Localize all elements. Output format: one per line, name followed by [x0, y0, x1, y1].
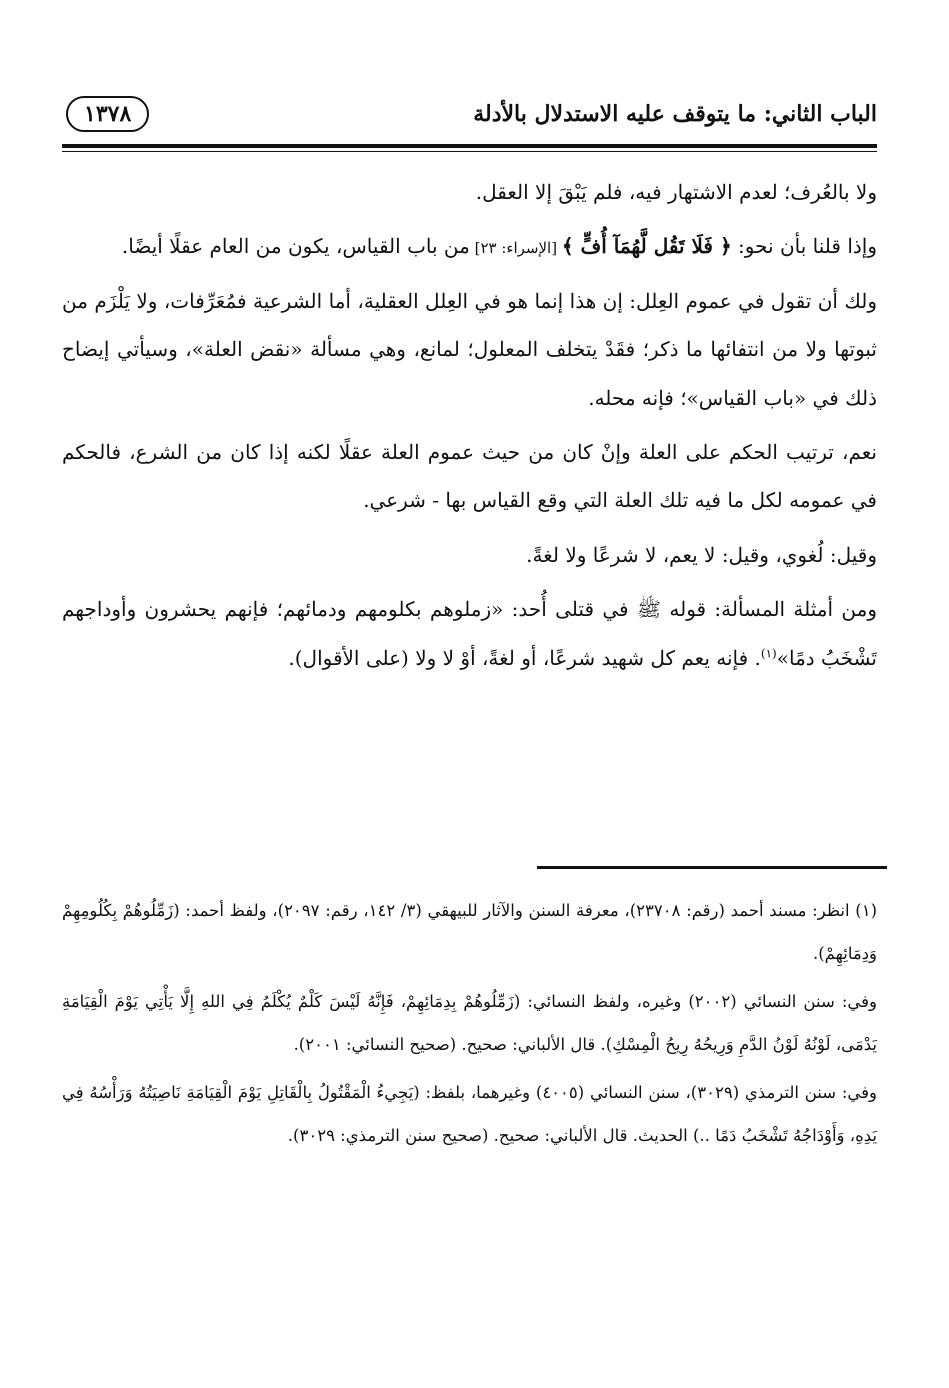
paragraph-2-rest: من باب القياس، يكون من العام عقلًا أيضًا.	[121, 234, 470, 259]
paragraph-6-rest: . فإنه يعم كل شهيد شرعًا، أو لغةً، أوْ لا ولا (على الأقوال).	[288, 645, 761, 670]
footnote-marker: (١)	[760, 645, 777, 660]
header-rule-thin	[62, 151, 877, 152]
paragraph-2-lead: وإذا قلنا بأن نحو:	[731, 234, 877, 259]
running-title: الباب الثاني: ما يتوقف عليه الاستدلال بالأدلة	[473, 101, 877, 127]
page-header	[62, 88, 877, 140]
footnote-separator	[537, 866, 887, 869]
paragraph-4: نعم، ترتيب الحكم على العلة وإنْ كان من حيث عموم العلة عقلًا لكنه إذا كان من الشرع، فالحكم في عمومه لكل ما فيه تلك العلة التي وقع القياس بها - شرعي.	[62, 439, 877, 513]
paragraph-1: ولا بالعُرف؛ لعدم الاشتهار فيه، فلم يَبْقَ إلا العقل.	[475, 180, 877, 204]
paragraph-6-lead: ومن أمثلة المسألة: قوله ﷺ في قتلى أُحد: «زملوهم بكلومهم ودمائهم؛ فإنهم يحشرون وأوداجهم تَشْخَبُ دمًا»	[62, 597, 877, 670]
footnote-1-part-3: وفي: سنن الترمذي (٣٠٢٩)، سنن النسائي (٤٠٠٥) وغيرهما، بلفظ: (يَجِيءُ الْمَقْتُولُ بِالْقَاتِلِ يَوْمَ الْقِيَامَةِ نَاصِيَتُهُ وَرَأْسُهُ فِي يَدِهِ، وَأَوْدَاجُهُ تَشْخَبُ دَمًا ..) الحديث. قال الألباني: صحيح. (صحيح سنن الترمذي: ٣٠٢٩).	[62, 1083, 878, 1145]
page	[62, 88, 877, 688]
footnote-1: (١) انظر: مسند أحمد (رقم: ٢٣٧٠٨)، معرفة السنن والآثار للبيهقي (٣/ ١٤٢، رقم: ٢٠٩٧)، ولفظ أحمد: (زَمِّلُوهُمْ بِكُلُومِهِمْ وَدِمَائِهِمْ).	[62, 901, 877, 963]
footnote-1-part-2: وفي: سنن النسائي (٢٠٠٢) وغيره، ولفظ النسائي: (زَمِّلُوهُمْ بِدِمَائِهِمْ، فَإِنَّهُ لَيْسَ كَلْمٌ يُكْلَمُ فِي اللهِ إِلَّا يَأْتِي يَوْمَ الْقِيَامَةِ يَدْمَى، لَوْنُهُ لَوْنُ الدَّمِ وَرِيحُهُ رِيحُ الْمِسْكِ). قال الألباني: صحيح. (صحيح النسائي: ٢٠٠١).	[62, 992, 877, 1054]
footnotes	[62, 890, 877, 1163]
paragraph-5: وقيل: لُغوي، وقيل: لا يعم، لا شرعًا ولا لغةً.	[526, 542, 877, 567]
paragraph-6	[62, 585, 877, 682]
paragraph-3: ولك أن تقول في عموم العِلل: إن هذا إنما هو في العِلل العقلية، أما الشرعية فمُعَرِّفات، ولا يَلْزَم من ثبوتها ولا من انتفائها ما ذكر؛ فقَدْ يتخلف المعلول؛ لمانع، وهي مسألة «نقض العلة»، وسيأتي إيضاح ذلك في «باب القياس»؛ فإنه محله.	[62, 288, 877, 410]
quran-verse: ﴿ فَلَا تَقُل لَّهُمَآ أُفٍّ ﴾	[561, 234, 732, 259]
verse-citation: [الإسراء: ٢٣]	[469, 239, 562, 258]
header-rule-thick	[62, 144, 877, 148]
main-text	[62, 168, 877, 682]
page-number: ١٣٧٨	[66, 96, 149, 132]
paragraph-2	[62, 222, 877, 270]
